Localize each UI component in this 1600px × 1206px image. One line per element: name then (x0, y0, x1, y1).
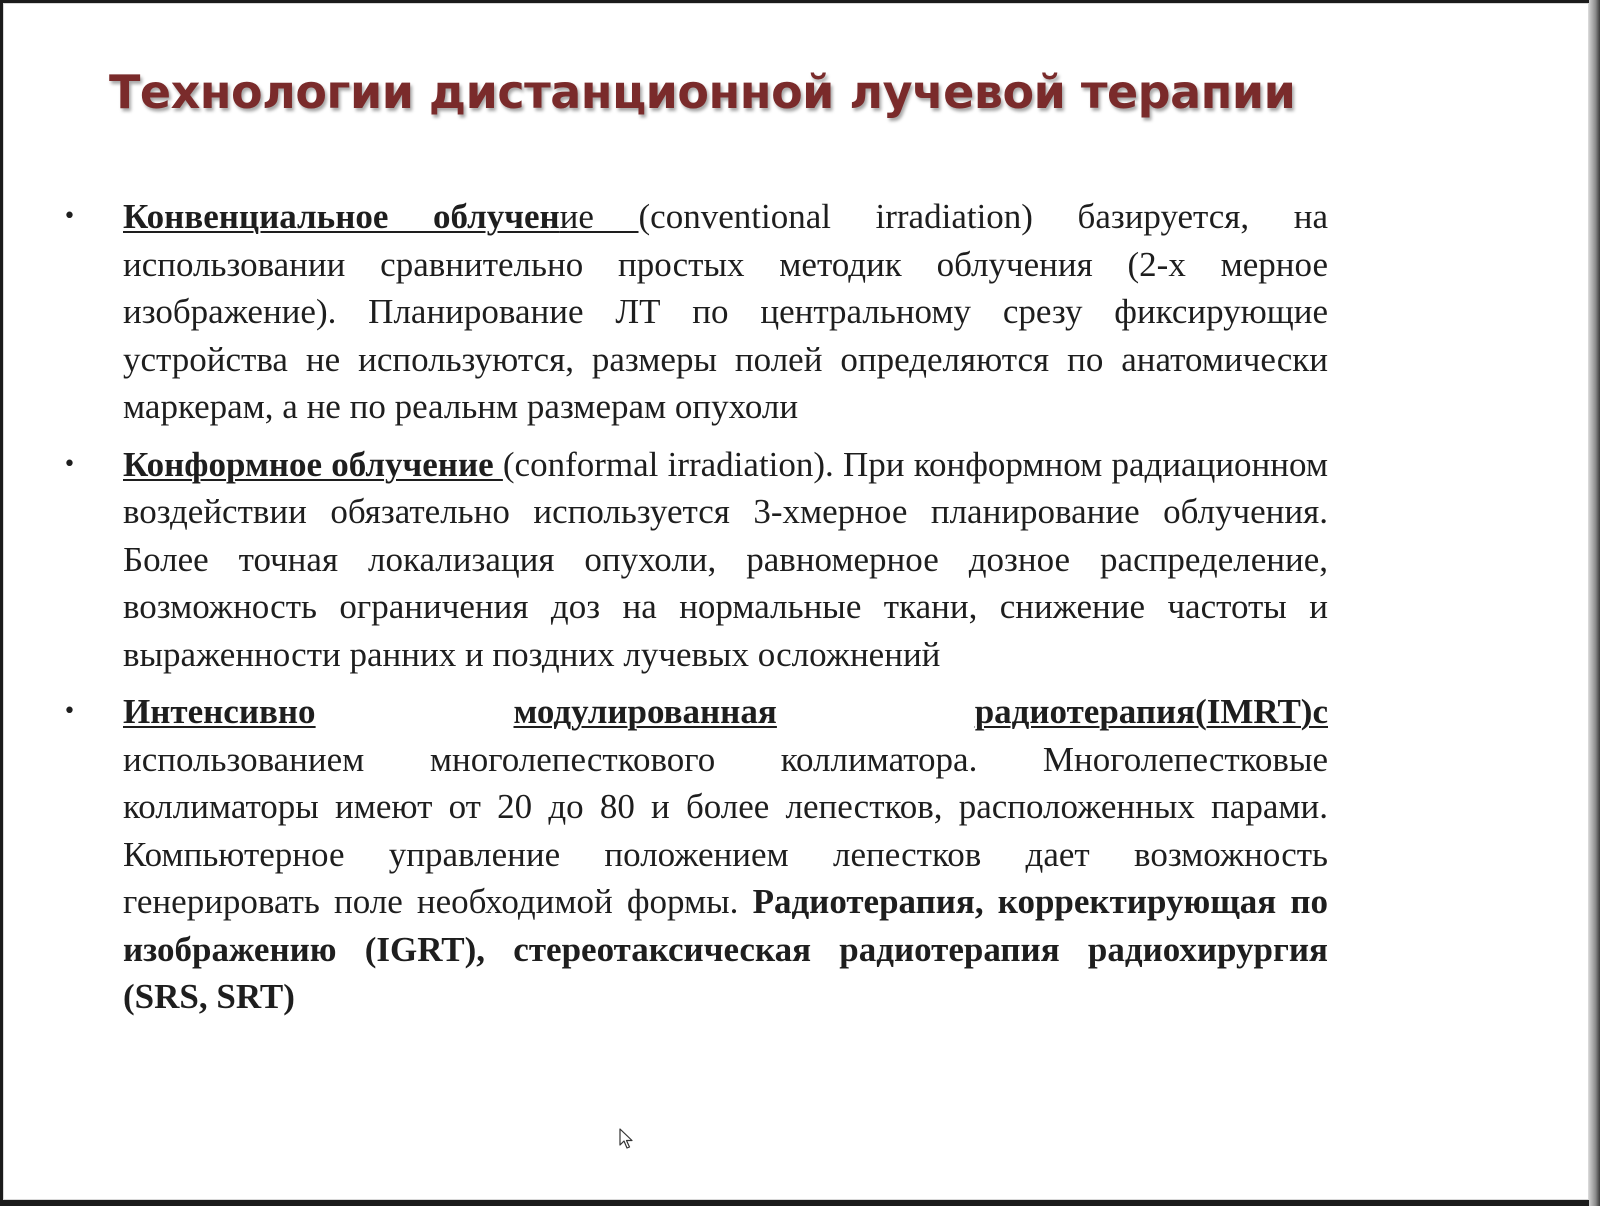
presentation-slide (3, 3, 1589, 1200)
list-item-conformal (63, 441, 1328, 679)
item-heading: Конформное облучение (123, 444, 503, 484)
item-body: использованием многолепесткового коллиматора. Многолепестковые коллиматоры имеют от 20 до 80 и более лепестков, расположенных парами. Компьютерное управление положением лепестков дает возможность генерировать поле необходимой формы. (123, 739, 1328, 921)
item-heading-word: Интенсивно (123, 692, 316, 731)
item-body-bold: Радиотерапия, корректирующая по изображению (IGRT), стереотаксическая радиотерапия радиохирургия (SRS, SRT) (123, 882, 1328, 1016)
item-body: (conformal irradiation). При конформном радиационном воздействии обязательно используется 3-хмерное планирование облучения. Более точная локализация опухоли, равномерное дозное распределение, возможность ограничения доз на нормальные ткани, снижение частоты и выраженности ранних и поздних лучевых осложнений (123, 444, 1328, 674)
item-heading-word: модулированная (513, 692, 777, 731)
list-item-imrt (63, 688, 1328, 1021)
slide-content (63, 193, 1328, 1031)
mouse-pointer-icon (619, 1128, 633, 1150)
window-edge (1589, 0, 1600, 1206)
bullet-icon: • (63, 451, 76, 477)
item-heading-tail: ие (559, 197, 639, 236)
item-heading-word: радиотерапия(IMRT)с (974, 692, 1328, 731)
item-heading (123, 688, 1328, 736)
list-item-conventional (63, 193, 1328, 431)
item-body: (conventional irradiation) базируется, на использовании сравнительно простых методик облучения (2-х мерное изображение). Планирование ЛТ по центральному срезу фиксирующие устройства не используются, размеры полей определяются по анатомически маркерам, а не по реальнм размерам опухоли (123, 197, 1328, 426)
bullet-icon: • (63, 699, 76, 724)
bullet-icon: • (63, 204, 76, 229)
item-heading: Конвенциальное облучен (123, 197, 560, 236)
slide-title: Технологии дистанционной лучевой терапии (109, 65, 1296, 119)
